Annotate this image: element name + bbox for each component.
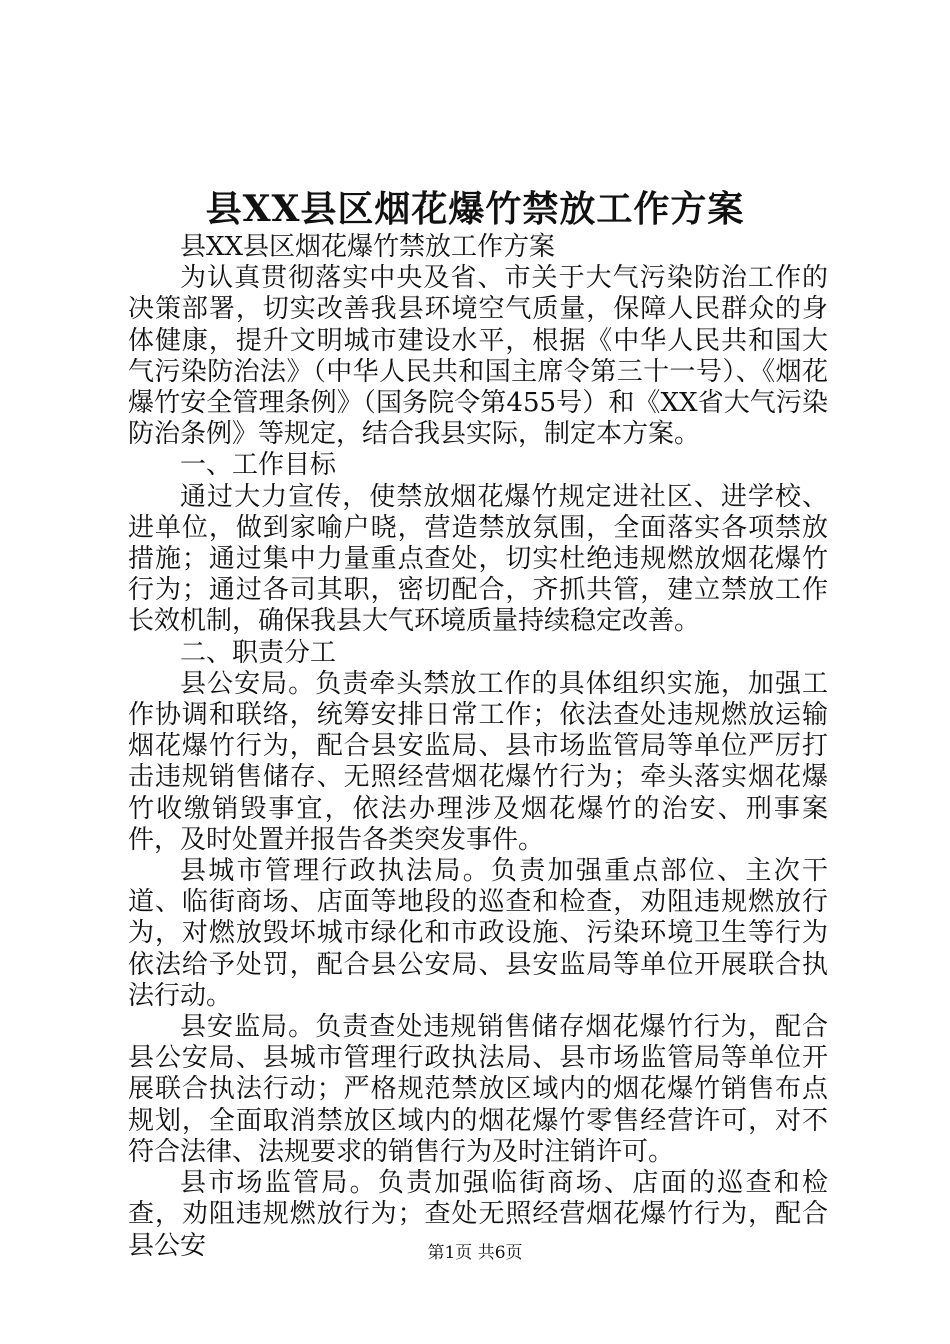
page-number-footer: 第1页 共6页 <box>427 1243 523 1263</box>
section-heading-duties: 二、职责分工 <box>180 637 337 668</box>
goals-paragraph: 通过大力宣传，使禁放烟花爆竹规定进社区、进学校、进单位，做到家喻户晓，营造禁放氛围，全面落实各项禁放措施；通过集中力量重点查处，切实杜绝违规燃放烟花爆竹行为；通过各司其职，密切配合，齐抓共管，建立禁放工作长效机制，确保我县大气环境质量持续稳定改善。 <box>128 481 828 637</box>
section-heading-goals: 一、工作目标 <box>180 450 337 481</box>
document-title: 县XX县区烟花爆竹禁放工作方案 <box>205 188 745 230</box>
subtitle-paragraph: 县XX县区烟花爆竹禁放工作方案 <box>180 232 556 262</box>
duty-paragraph-safety-supervision: 县安监局。负责查处违规销售储存烟花爆竹行为，配合县公安局、县城市管理行政执法局、县市场监管局等单位开展联合执法行动；严格规范禁放区域内的烟花爆竹销售布点规划，全面取消禁放区域内的烟花爆竹零售经营许可，对不符合法律、法规要求的销售行为及时注销许可。 <box>128 1012 828 1167</box>
duty-paragraph-public-security: 县公安局。负责牵头禁放工作的具体组织实施，加强工作协调和联络，统筹安排日常工作；依法查处违规燃放运输烟花爆竹行为，配合县安监局、县市场监管局等单位严厉打击违规销售储存、无照经营烟花爆竹行为；牵头落实烟花爆竹收缴销毁事宜，依法办理涉及烟花爆竹的治安、刑事案件，及时处置并报告各类突发事件。 <box>128 668 828 855</box>
document-body <box>128 232 828 1262</box>
duty-paragraph-market-supervision: 县市场监管局。负责加强临街商场、店面的巡查和检查，劝阻违规燃放行为；查处无照经营烟花爆竹行为，配合县公安 <box>128 1168 828 1261</box>
duty-paragraph-urban-management: 县城市管理行政执法局。负责加强重点部位、主次干道、临街商场、店面等地段的巡查和检查，劝阻违规燃放行为，对燃放毁坏城市绿化和市政设施、污染环境卫生等行为依法给予处罚，配合县公安局、县安监局等单位开展联合执法行动。 <box>128 856 828 1011</box>
intro-paragraph: 为认真贯彻落实中央及省、市关于大气污染防治工作的决策部署，切实改善我县环境空气质量，保障人民群众的身体健康，提升文明城市建设水平，根据《中华人民共和国大气污染防治法》（中华人民共和国主席令第三十一号）、《烟花爆竹安全管理条例》（国务院令第455号）和《XX省大气污染防治条例》等规定，结合我县实际，制定本方案。 <box>128 263 828 450</box>
